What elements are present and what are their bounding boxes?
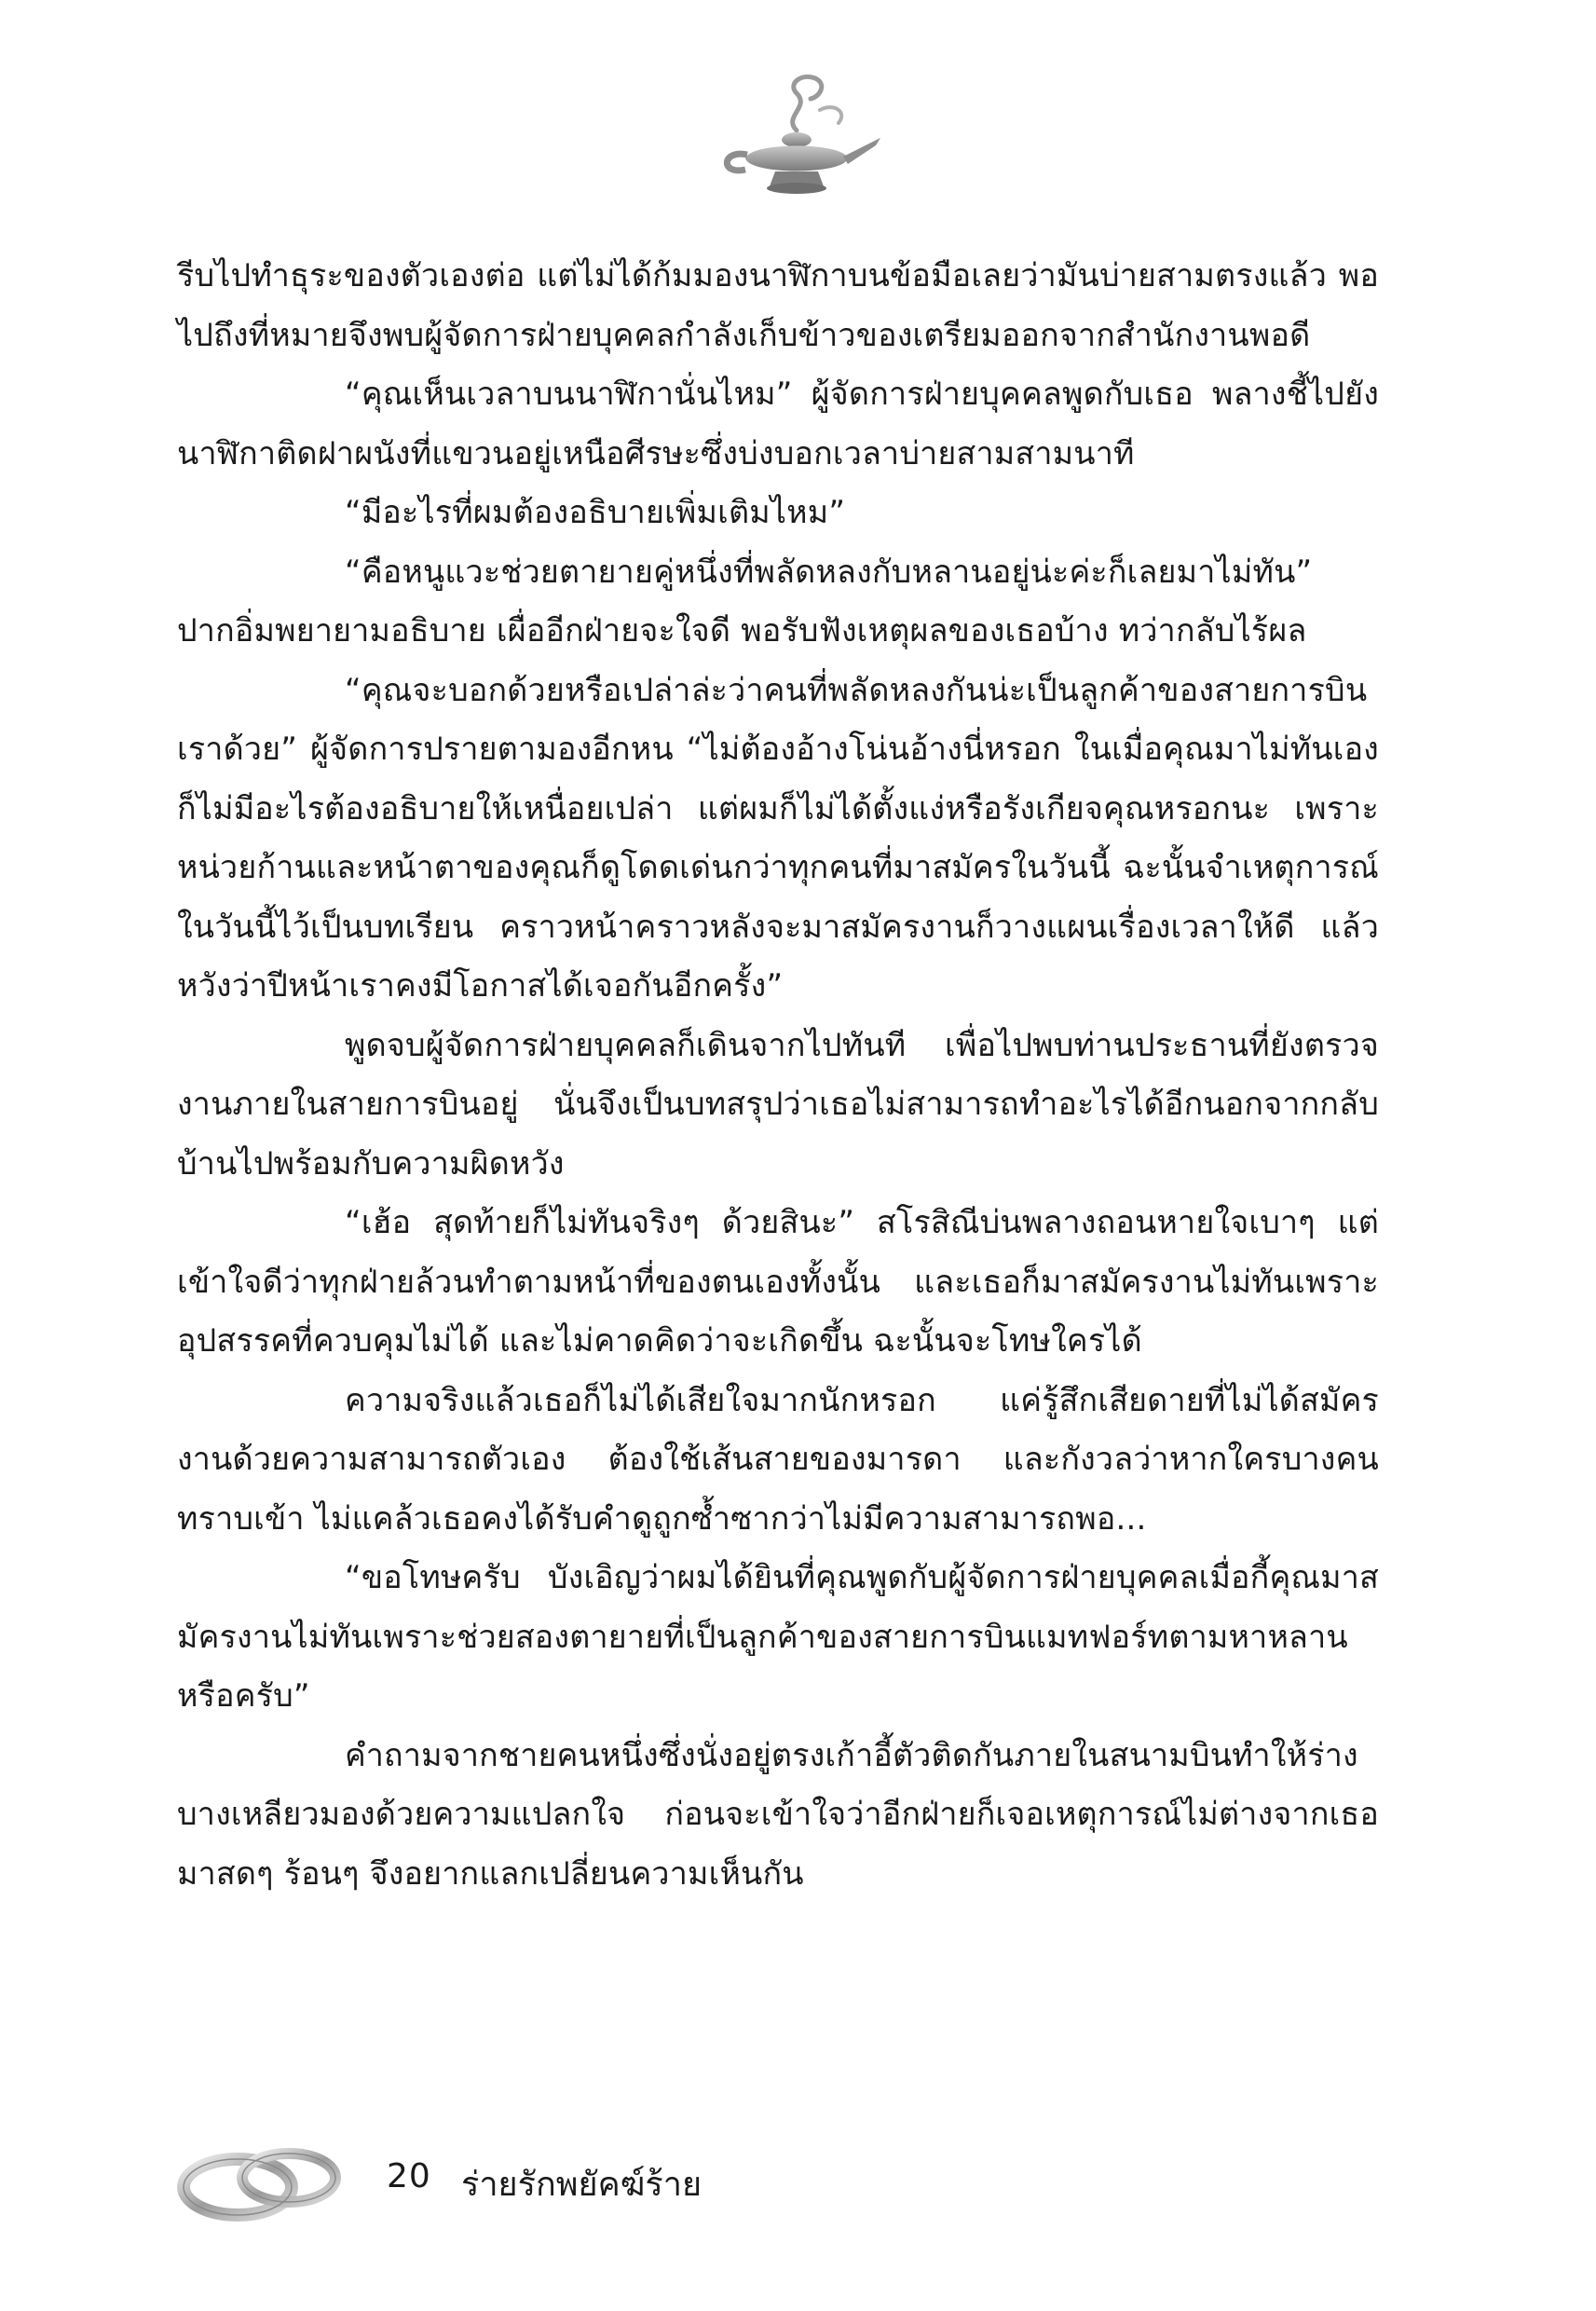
paragraph: รีบไปทำธุระของตัวเองต่อ แต่ไม่ได้ก้มมองนาฬิกาบนข้อมือเลยว่ามันบ่ายสามตรงแล้ว พอไปถึงที่หมายจึงพบผู้จัดการฝ่ายบุคคลกำลังเก็บข้าวของเตรียมออกจากสำนักงานพอดี — [177, 257, 1379, 354]
body-text — [177, 247, 1379, 1904]
paragraph: พูดจบผู้จัดการฝ่ายบุคคลก็เดินจากไปทันที เพื่อไปพบท่านประธานที่ยังตรวจงานภายในสายการบินอยู่ นั่นจึงเป็นบทสรุปว่าเธอไม่สามารถทำอะไรได้อีกนอกจากกลับบ้านไปพร้อมกับความผิดหวัง — [177, 1026, 1379, 1183]
paragraph: “คุณเห็นเวลาบนนาฬิกานั่นไหม” ผู้จัดการฝ่ายบุคคลพูดกับเธอ พลางชี้ไปยังนาฬิกาติดฝาผนังที่แขวนอยู่เหนือศีรษะซึ่งบ่งบอกเวลาบ่ายสามสามนาที — [177, 376, 1379, 472]
paragraph: ความจริงแล้วเธอก็ไม่ได้เสียใจมากนักหรอก แค่รู้สึกเสียดายที่ไม่ได้สมัครงานด้วยความสามารถตัวเอง ต้องใช้เส้นสายของมารดา และกังวลว่าหากใครบางคนทราบเข้า ไม่แคล้วเธอคงได้รับคำดูถูกซ้ำซากว่าไม่มีความสามารถพอ... — [177, 1381, 1379, 1538]
wedding-rings-icon — [172, 2120, 359, 2232]
paragraph: “คุณจะบอกด้วยหรือเปล่าล่ะว่าคนที่พลัดหลงกันน่ะเป็นลูกค้าของสายการบินเราด้วย” ผู้จัดการปรายตามองอีกหน “ไม่ต้องอ้างโน่นอ้างนี่หรอก ในเมื่อคุณมาไม่ทันเอง ก็ไม่มีอะไรต้องอธิบายให้เหนื่อยเปล่า แต่ผมก็ไม่ได้ตั้งแง่หรือรังเกียจคุณหรอกนะ เพราะหน่วยก้านและหน้าตาของคุณก็ดูโดดเด่นกว่าทุกคนที่มาสมัครในวันนี้ ฉะนั้นจำเหตุการณ์ในวันนี้ไว้เป็นบทเรียน คราวหน้าคราวหลังจะมาสมัครงานก็วางแผนเรื่องเวลาให้ดี แล้วหวังว่าปีหน้าเราคงมีโอกาสได้เจอกันอีกครั้ง” — [177, 671, 1379, 1005]
paragraph: “ขอโทษครับ บังเอิญว่าผมได้ยินที่คุณพูดกับผู้จัดการฝ่ายบุคคลเมื่อกี้คุณมาสมัครงานไม่ทันเพราะช่วยสองตายายที่เป็นลูกค้าของสายการบินแมทฟอร์ทตามหาหลานหรือครับ” — [177, 1559, 1379, 1715]
paragraph: “มีอะไรที่ผมต้องอธิบายเพิ่มเติมไหม” — [345, 494, 846, 531]
paragraph: คำถามจากชายคนหนึ่งซึ่งนั่งอยู่ตรงเก้าอี้ตัวติดกันภายในสนามบินทำให้ร่างบางเหลียวมองด้วยความแปลกใจ ก่อนจะเข้าใจว่าอีกฝ่ายก็เจอเหตุการณ์ไม่ต่างจากเธอมาสดๆ ร้อนๆ จึงอยากแลกเปลี่ยนความเห็นกัน — [177, 1736, 1379, 1893]
paragraph: “คือหนูแวะช่วยตายายคู่หนึ่งที่พลัดหลงกับหลานอยู่น่ะค่ะก็เลยมาไม่ทัน” ปากอิ่มพยายามอธิบาย เผื่ออีกฝ่ายจะใจดี พอรับฟังเหตุผลของเธอบ้าง ทว่ากลับไร้ผล — [177, 553, 1313, 650]
page-number: 20 — [387, 2157, 431, 2195]
genie-lamp-icon — [708, 65, 885, 214]
book-title: ร่ายรักพยัคฆ์ร้าย — [461, 2166, 703, 2204]
page-footer — [172, 2120, 825, 2232]
paragraph: “เฮ้อ สุดท้ายก็ไม่ทันจริงๆ ด้วยสินะ” สโรสิณีบ่นพลางถอนหายใจเบาๆ แต่เข้าใจดีว่าทุกฝ่ายล้วนทำตามหน้าที่ของตนเองทั้งนั้น และเธอก็มาสมัครงานไม่ทันเพราะอุปสรรคที่ควบคุมไม่ได้ และไม่คาดคิดว่าจะเกิดขึ้น ฉะนั้นจะโทษใครได้ — [177, 1204, 1379, 1360]
